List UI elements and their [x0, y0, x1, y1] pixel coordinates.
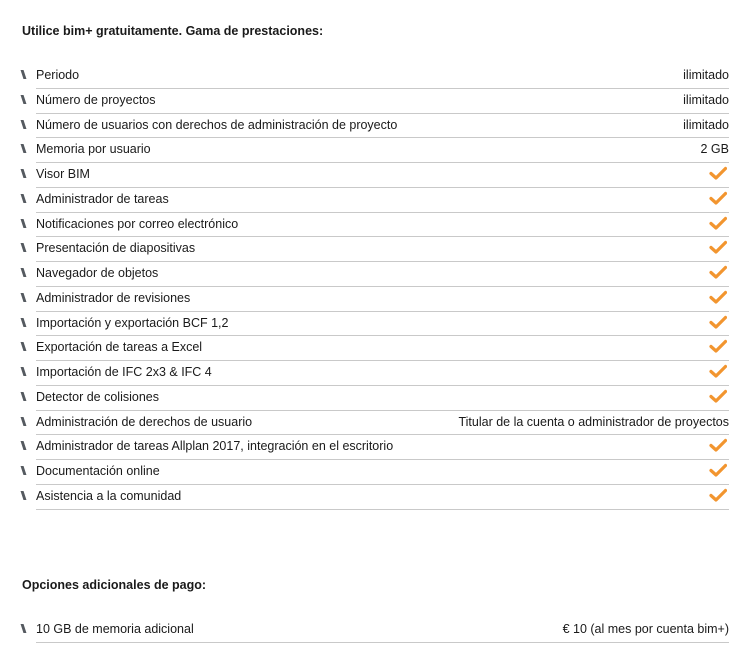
checkmark-icon	[709, 216, 727, 230]
bullet-icon	[21, 441, 27, 450]
checkmark-icon	[709, 339, 727, 353]
feature-label: Administrador de tareas	[36, 191, 169, 206]
checkmark-icon	[709, 290, 727, 304]
feature-row	[22, 188, 729, 213]
checkmark-icon	[709, 438, 727, 452]
row-body	[36, 64, 729, 89]
bullet-icon	[21, 392, 27, 401]
feature-row	[22, 163, 729, 188]
feature-row	[22, 312, 729, 337]
bullet-icon	[21, 243, 27, 252]
bullet-icon	[21, 219, 27, 228]
feature-row	[22, 361, 729, 386]
bullet-icon	[21, 466, 27, 475]
row-body	[36, 386, 729, 411]
feature-value: Titular de la cuenta o administrador de proyectos	[458, 414, 729, 429]
bullet-icon	[21, 120, 27, 129]
checkmark-icon	[709, 463, 727, 477]
feature-label: Exportación de tareas a Excel	[36, 340, 203, 355]
feature-value: ilimitado	[683, 117, 729, 132]
feature-label: Periodo	[36, 68, 80, 82]
row-body	[36, 361, 729, 386]
paid-options-heading: Opciones adicionales de pago:	[22, 578, 207, 592]
row-body	[36, 138, 729, 163]
feature-label: Documentación online	[36, 464, 160, 478]
features-list	[22, 64, 729, 510]
row-body	[36, 336, 729, 361]
row-body	[36, 188, 729, 213]
bullet-icon	[21, 70, 27, 79]
feature-label: Importación y exportación BCF 1,2	[36, 315, 229, 330]
feature-row	[22, 435, 729, 460]
row-body	[36, 262, 729, 287]
row-body	[36, 237, 729, 262]
feature-row	[22, 89, 729, 114]
checkmark-icon	[709, 315, 727, 329]
checkmark-icon	[709, 166, 727, 180]
feature-label: Número de usuarios con derechos de administración de proyecto	[36, 117, 398, 132]
feature-value: € 10 (al mes por cuenta bim+)	[562, 622, 729, 636]
bullet-icon	[21, 169, 27, 178]
bullet-icon	[21, 367, 27, 376]
feature-label: Administrador de revisiones	[36, 290, 191, 305]
feature-label: Administración de derechos de usuario	[36, 414, 253, 429]
bullet-icon	[21, 95, 27, 104]
row-body	[36, 213, 729, 238]
feature-label: Navegador de objetos	[36, 266, 159, 280]
feature-row	[22, 138, 729, 163]
feature-row	[22, 386, 729, 411]
checkmark-icon	[709, 364, 727, 378]
checkmark-icon	[709, 488, 727, 502]
bullet-icon	[21, 342, 27, 351]
feature-label: Detector de colisiones	[36, 389, 159, 404]
bullet-icon	[21, 144, 27, 153]
row-body	[36, 114, 729, 139]
feature-row	[22, 336, 729, 361]
row-body	[36, 435, 729, 460]
checkmark-icon	[709, 265, 727, 279]
feature-row	[22, 262, 729, 287]
checkmark-icon	[709, 389, 727, 403]
row-body	[36, 163, 729, 188]
row-body	[36, 287, 729, 312]
feature-label: Presentación de diapositivas	[36, 241, 196, 256]
bullet-icon	[21, 417, 27, 426]
bullet-icon	[21, 194, 27, 203]
row-body	[36, 460, 729, 485]
checkmark-icon	[709, 191, 727, 205]
feature-label: Notificaciones por correo electrónico	[36, 216, 239, 231]
bullet-icon	[21, 293, 27, 302]
feature-label: Número de proyectos	[36, 92, 156, 107]
paid-options-list	[22, 618, 729, 643]
feature-value: ilimitado	[683, 68, 729, 82]
feature-value: 2 GB	[700, 142, 729, 157]
feature-row	[22, 411, 729, 436]
row-body	[36, 89, 729, 114]
bullet-icon	[21, 624, 27, 633]
feature-row	[22, 114, 729, 139]
feature-row	[22, 237, 729, 262]
row-body	[36, 485, 729, 510]
feature-row	[22, 618, 729, 643]
feature-label: Visor BIM	[36, 167, 90, 181]
feature-label: Importación de IFC 2x3 & IFC 4	[36, 365, 212, 379]
row-body	[36, 312, 729, 337]
feature-value: ilimitado	[683, 92, 729, 107]
feature-label: 10 GB de memoria adicional	[36, 622, 194, 636]
bullet-icon	[21, 268, 27, 277]
row-body	[36, 411, 729, 436]
checkmark-icon	[709, 240, 727, 254]
feature-row	[22, 485, 729, 510]
feature-label: Administrador de tareas Allplan 2017, integración en el escritorio	[36, 439, 394, 454]
feature-row	[22, 213, 729, 238]
bullet-icon	[21, 491, 27, 500]
feature-row	[22, 64, 729, 89]
feature-row	[22, 287, 729, 312]
feature-row	[22, 460, 729, 485]
bullet-icon	[21, 318, 27, 327]
feature-label: Memoria por usuario	[36, 142, 151, 157]
feature-label: Asistencia a la comunidad	[36, 488, 182, 503]
row-body	[36, 618, 729, 643]
features-heading: Utilice bim+ gratuitamente. Gama de prestaciones:	[22, 24, 324, 38]
